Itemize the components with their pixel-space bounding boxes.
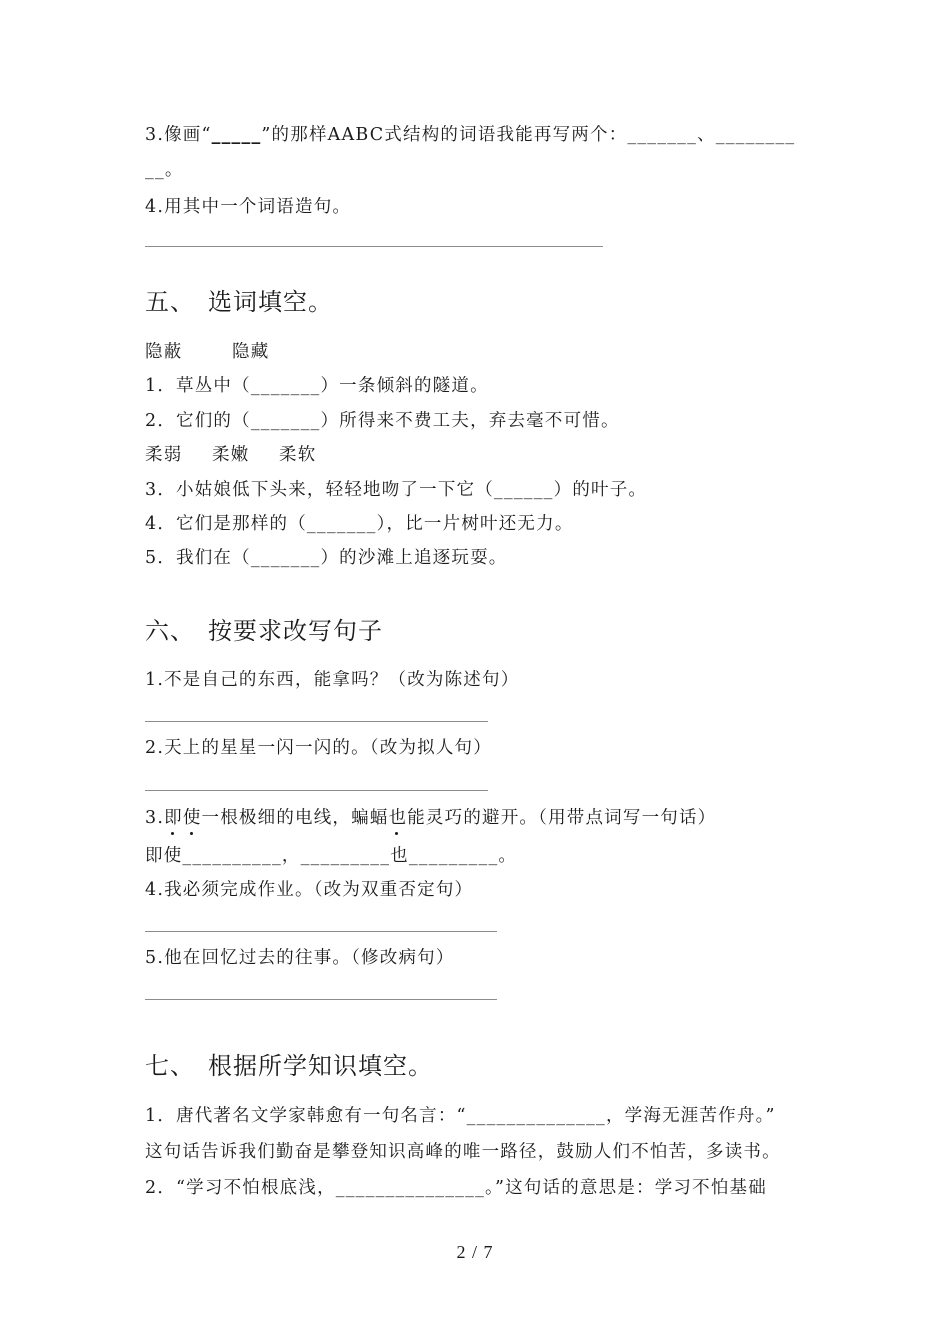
section-5-number: 五、	[145, 288, 195, 316]
question-7-1: 1．唐代著名文学家韩愈有一句名言：“______________，学海无涯苦作舟。”	[145, 1106, 776, 1126]
word-choice: 柔弱	[145, 445, 183, 465]
question-7-2: 2．“学习不怕根底浅，_______________。”这句话的意思是：学习不怕基础	[145, 1178, 767, 1198]
section-7-title: 根据所学知识填空。	[208, 1052, 433, 1080]
question-4-3	[145, 123, 795, 147]
section-6-number: 六、	[145, 617, 195, 645]
question-6-4: 4.我必须完成作业。（改为双重否定句）	[145, 880, 474, 900]
question-4-4: 4.用其中一个词语造句。	[145, 197, 352, 217]
example-word-blank: _____	[211, 125, 262, 145]
word-choice: 柔软	[279, 445, 317, 465]
section-5-title: 选词填空。	[208, 288, 333, 316]
question-4-3-prefix: 3.像画“	[145, 125, 212, 145]
question-7-1-continued: 这句话告诉我们勤奋是攀登知识高峰的唯一路径，鼓励人们不怕苦，多读书。	[145, 1142, 781, 1162]
answer-line	[145, 931, 497, 932]
question-4-3-wrap: __。	[145, 160, 184, 180]
question-6-5: 5.他在回忆过去的往事。（修改病句）	[145, 948, 455, 968]
section-7-number: 七、	[145, 1052, 195, 1080]
answer-line	[145, 790, 488, 791]
page-number: 2 / 7	[456, 1242, 494, 1262]
word-choice: 隐藏	[232, 342, 270, 362]
question-6-3-number: 3.	[145, 808, 165, 828]
section-6-title: 按要求改写句子	[208, 617, 383, 645]
word-choice: 隐蔽	[145, 342, 183, 362]
question-5-1: 1．草丛中（_______）一条倾斜的隧道。	[145, 376, 489, 396]
question-6-1: 1.不是自己的东西，能拿吗？（改为陈述句）	[145, 670, 520, 690]
question-6-3-middle: 一根极细的电线，蝙蝠	[201, 808, 389, 828]
question-6-3-tail: 能灵巧的避开。（用带点词写一句话）	[407, 808, 717, 828]
dotted-char: 即	[164, 808, 183, 828]
dotted-char: 也	[388, 808, 408, 828]
question-6-3	[145, 806, 716, 830]
question-5-3: 3．小姑娘低下头来，轻轻地吻了一下它（______）的叶子。	[145, 480, 648, 500]
question-5-5: 5．我们在（_______）的沙滩上追逐玩耍。	[145, 548, 508, 568]
question-5-4: 4．它们是那样的（_______），比一片树叶还无力。	[145, 514, 574, 534]
answer-line	[145, 999, 497, 1000]
question-6-3-answer-template: 即使__________，_________也_________。	[145, 846, 518, 866]
question-5-2: 2．它们的（_______）所得来不费工夫，弃去毫不可惜。	[145, 411, 620, 431]
word-choice: 柔嫩	[212, 445, 250, 465]
dotted-char: 使	[182, 808, 202, 828]
answer-line	[145, 246, 603, 247]
question-4-3-suffix: ”的那样AABC式结构的词语我能再写两个：_______、________	[261, 125, 796, 145]
question-6-2: 2.天上的星星一闪一闪的。（改为拟人句）	[145, 738, 492, 758]
answer-line	[145, 721, 488, 722]
